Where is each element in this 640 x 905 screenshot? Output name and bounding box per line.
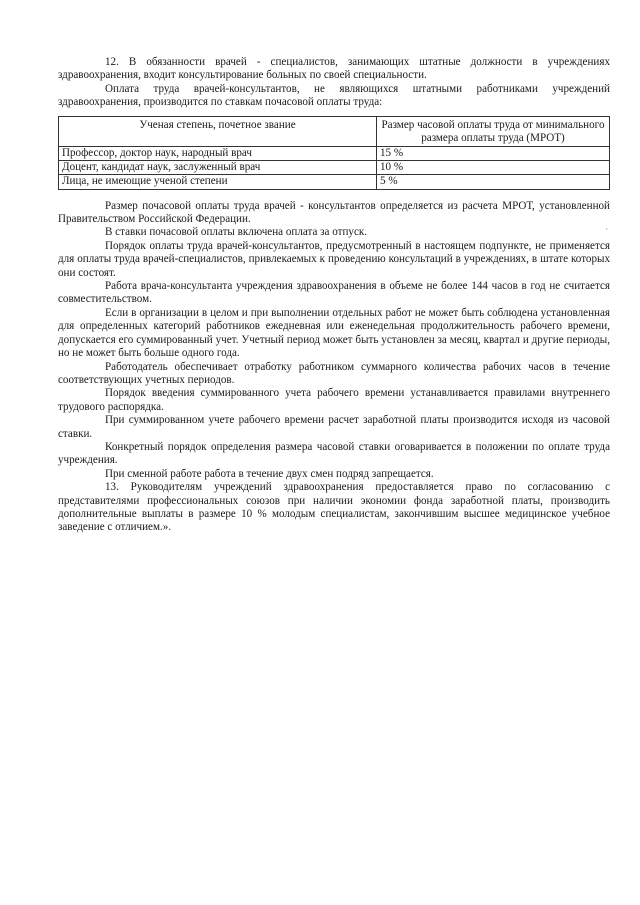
header-degree: Ученая степень, почетное звание <box>59 116 377 146</box>
hourly-rates-table <box>58 116 610 190</box>
paragraph-hourly-calc: При суммированном учете рабочего времени расчет заработной платы производится исходя из часовой ставки. <box>58 414 610 440</box>
paragraph-rate-basis: Размер почасовой оплаты труда врачей - консультантов определяется из расчета МРОТ, установленной Правительством Российской Федерации. <box>58 199 610 226</box>
paragraph-144-hours: Работа врача-консультанта учреждения здравоохранения в объеме не более 144 часов в год не считается совместительством. <box>58 280 610 306</box>
paragraph-13-bonus: 13. Руководителям учреждений здравоохранения предоставляется право по согласованию с представителями профессиональных союзов при наличии экономии фонда заработной платы, производить дополнительные выплаты в размере 10 % молодым специалистам, закончившим высшее медицинское учебное заведение с отличием.». <box>58 481 610 534</box>
cell-degree: Профессор, доктор наук, народный врач <box>59 147 377 161</box>
cell-degree: Доцент, кандидат наук, заслуженный врач <box>59 161 377 175</box>
cell-rate: 5 % <box>377 175 610 189</box>
cell-degree: Лица, не имеющие ученой степени <box>59 175 377 189</box>
paragraph-two-shifts: При сменной работе работа в течение двух смен подряд запрещается. <box>105 467 434 480</box>
paragraph-summarized-accounting: Если в организации в целом и при выполнении отдельных работ не может быть соблюдена установленная для определенных категорий работников ежедневная или еженедельная продолжительность рабочего времени, допускается его суммированный учет. Учетный период может быть установлен за месяц, квартал и другие периоды, но не может быть больше одного года. <box>58 306 610 360</box>
table-row <box>59 175 610 189</box>
cell-rate: 15 % <box>377 147 610 161</box>
paragraph-hourly-rate-order: Конкретный порядок определения размера часовой ставки оговаривается в положении по оплате труда учреждения. <box>58 440 610 467</box>
paragraph-vacation: В ставки почасовой оплаты включена оплата за отпуск. <box>105 226 368 239</box>
paragraph-consultant-pay: Оплата труда врачей-консультантов, не являющихся штатными работниками учреждений здравоохранения, производится по ставкам почасовой оплаты труда: <box>58 82 610 109</box>
table-row <box>59 161 610 175</box>
cell-rate: 10 % <box>377 161 610 175</box>
paragraph-employer-ensures: Работодатель обеспечивает отработку работником суммарного количества рабочих часов в течение соответствующих учетных периодов. <box>58 360 610 386</box>
paragraph-not-applicable: Порядок оплаты труда врачей-консультантов, предусмотренный в настоящем подпункте, не применяется для оплаты труда врачей-специалистов, привлекаемых к проведению консультаций в учреждениях, в штате которых они состоят. <box>58 239 610 279</box>
stray-mark: · <box>605 225 608 234</box>
table-row <box>59 147 610 161</box>
paragraph-introduction-order: Порядок введения суммированного учета рабочего времени устанавливается правилами внутреннего трудового распорядка. <box>58 387 610 413</box>
table-header-row <box>59 116 610 146</box>
spacer <box>58 190 610 200</box>
header-rate: Размер часовой оплаты труда от минимального размера оплаты труда (МРОТ) <box>377 116 610 146</box>
paragraph-12-duties: 12. В обязанности врачей - специалистов, занимающих штатные должности в учреждениях здравоохранения, входит консультирование больных по своей специальности. <box>58 56 610 82</box>
